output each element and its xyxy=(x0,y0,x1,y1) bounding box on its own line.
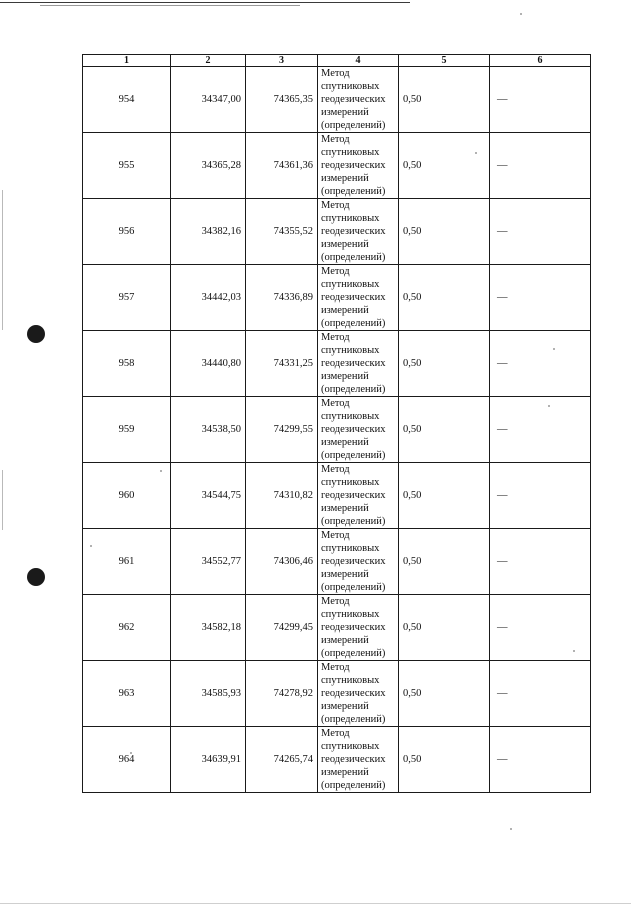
coordinate-y: 74265,74 xyxy=(246,727,318,793)
table-row xyxy=(83,331,591,397)
accuracy-value: 0,50 xyxy=(399,331,490,397)
coordinate-y: 74299,45 xyxy=(246,595,318,661)
method-text: Метод спутниковых геодезических измерений (определений) xyxy=(318,661,399,727)
note-dash: — xyxy=(490,397,591,463)
point-number: 956 xyxy=(83,199,171,265)
note-dash: — xyxy=(490,529,591,595)
scan-bottom-edge xyxy=(0,903,631,904)
point-number: 961 xyxy=(83,529,171,595)
coordinate-y: 74278,92 xyxy=(246,661,318,727)
table-row xyxy=(83,397,591,463)
coordinate-y: 74365,35 xyxy=(246,67,318,133)
method-text: Метод спутниковых геодезических измерений (определений) xyxy=(318,397,399,463)
coordinate-y: 74355,52 xyxy=(246,199,318,265)
scan-speck xyxy=(510,828,512,830)
method-text: Метод спутниковых геодезических измерений (определений) xyxy=(318,265,399,331)
column-header-4: 4 xyxy=(318,55,399,67)
method-text: Метод спутниковых геодезических измерений (определений) xyxy=(318,727,399,793)
accuracy-value: 0,50 xyxy=(399,199,490,265)
point-number: 958 xyxy=(83,331,171,397)
coordinate-y: 74361,36 xyxy=(246,133,318,199)
method-text: Метод спутниковых геодезических измерений (определений) xyxy=(318,463,399,529)
punch-hole xyxy=(27,325,45,343)
method-text: Метод спутниковых геодезических измерений (определений) xyxy=(318,133,399,199)
note-dash: — xyxy=(490,463,591,529)
column-header-3: 3 xyxy=(246,55,318,67)
method-text: Метод спутниковых геодезических измерений (определений) xyxy=(318,529,399,595)
scan-left-edge xyxy=(2,470,3,530)
note-dash: — xyxy=(490,133,591,199)
table-header-row xyxy=(83,55,591,67)
table-row xyxy=(83,133,591,199)
column-header-6: 6 xyxy=(490,55,591,67)
table-row xyxy=(83,67,591,133)
table-row xyxy=(83,661,591,727)
note-dash: — xyxy=(490,727,591,793)
method-text: Метод спутниковых геодезических измерений (определений) xyxy=(318,199,399,265)
coordinate-x: 34552,77 xyxy=(171,529,246,595)
coordinate-x: 34365,28 xyxy=(171,133,246,199)
method-text: Метод спутниковых геодезических измерений (определений) xyxy=(318,595,399,661)
point-number: 960 xyxy=(83,463,171,529)
table-row xyxy=(83,595,591,661)
scan-speck xyxy=(520,13,522,15)
note-dash: — xyxy=(490,661,591,727)
table-row xyxy=(83,199,591,265)
coordinate-x: 34440,80 xyxy=(171,331,246,397)
method-text: Метод спутниковых геодезических измерений (определений) xyxy=(318,67,399,133)
method-text: Метод спутниковых геодезических измерений (определений) xyxy=(318,331,399,397)
coordinate-x: 34639,91 xyxy=(171,727,246,793)
table-row xyxy=(83,727,591,793)
accuracy-value: 0,50 xyxy=(399,661,490,727)
coordinate-x: 34544,75 xyxy=(171,463,246,529)
accuracy-value: 0,50 xyxy=(399,529,490,595)
column-header-1: 1 xyxy=(83,55,171,67)
coordinates-table xyxy=(82,54,591,793)
accuracy-value: 0,50 xyxy=(399,67,490,133)
note-dash: — xyxy=(490,595,591,661)
column-header-5: 5 xyxy=(399,55,490,67)
scan-top-edge xyxy=(0,2,410,3)
coordinate-x: 34442,03 xyxy=(171,265,246,331)
table-row xyxy=(83,529,591,595)
note-dash: — xyxy=(490,265,591,331)
point-number: 963 xyxy=(83,661,171,727)
accuracy-value: 0,50 xyxy=(399,265,490,331)
point-number: 957 xyxy=(83,265,171,331)
scan-left-edge xyxy=(2,190,3,330)
accuracy-value: 0,50 xyxy=(399,133,490,199)
note-dash: — xyxy=(490,331,591,397)
column-header-2: 2 xyxy=(171,55,246,67)
point-number: 962 xyxy=(83,595,171,661)
coordinate-y: 74299,55 xyxy=(246,397,318,463)
coordinate-x: 34538,50 xyxy=(171,397,246,463)
note-dash: — xyxy=(490,199,591,265)
punch-hole xyxy=(27,568,45,586)
accuracy-value: 0,50 xyxy=(399,397,490,463)
coordinate-y: 74306,46 xyxy=(246,529,318,595)
coordinate-x: 34585,93 xyxy=(171,661,246,727)
coordinate-y: 74336,89 xyxy=(246,265,318,331)
note-dash: — xyxy=(490,67,591,133)
coordinate-y: 74331,25 xyxy=(246,331,318,397)
point-number: 955 xyxy=(83,133,171,199)
coordinate-y: 74310,82 xyxy=(246,463,318,529)
table-row xyxy=(83,463,591,529)
point-number: 964 xyxy=(83,727,171,793)
table-row xyxy=(83,265,591,331)
accuracy-value: 0,50 xyxy=(399,463,490,529)
accuracy-value: 0,50 xyxy=(399,727,490,793)
point-number: 959 xyxy=(83,397,171,463)
scan-top-edge-secondary xyxy=(40,5,300,6)
coordinate-x: 34382,16 xyxy=(171,199,246,265)
coordinate-x: 34347,00 xyxy=(171,67,246,133)
accuracy-value: 0,50 xyxy=(399,595,490,661)
point-number: 954 xyxy=(83,67,171,133)
coordinate-x: 34582,18 xyxy=(171,595,246,661)
